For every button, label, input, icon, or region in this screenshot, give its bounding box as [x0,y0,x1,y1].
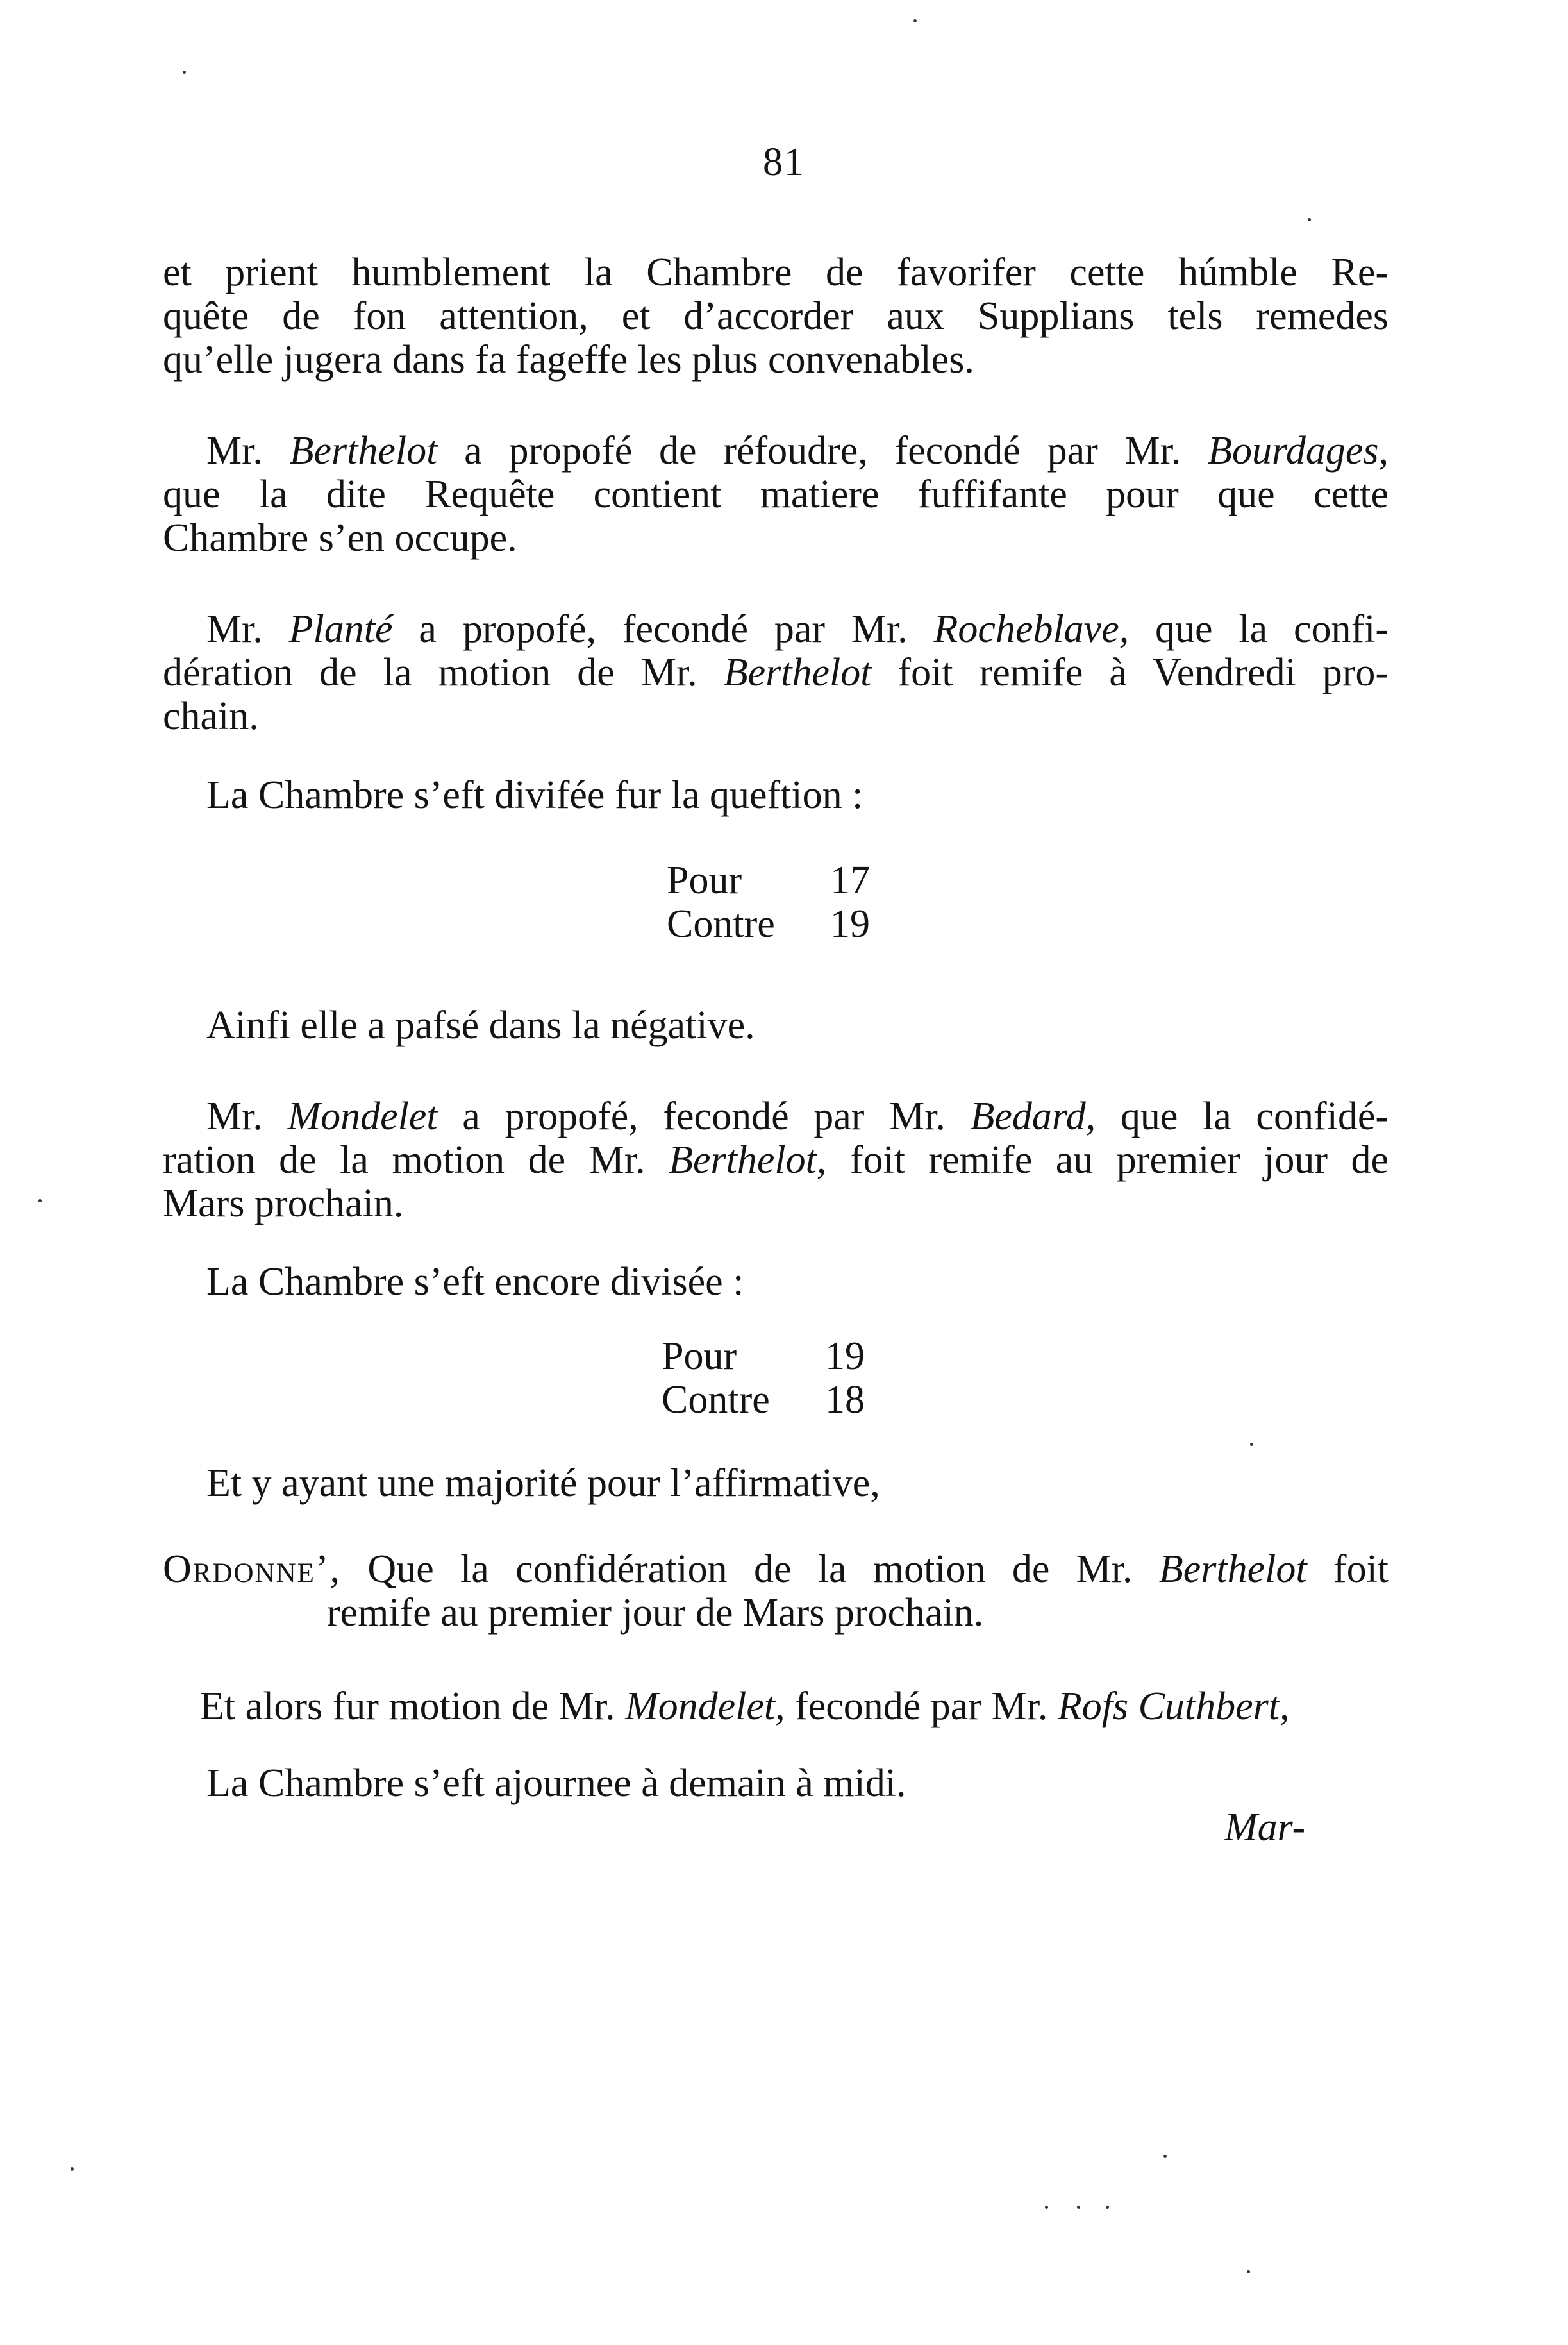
text-line [206,428,1389,473]
scan-speck [1163,2155,1167,2158]
text-line: que la dite Requête contient matiere fuffifante pour que cette [163,473,1389,516]
vote-contre-count: 18 [825,1378,865,1422]
text-fragment: a propofé, fecondé par Mr. [462,1095,946,1138]
text-fragment: Mr. [206,1095,263,1138]
text-line [206,1094,1389,1139]
vote-pour-label: Pour [662,1334,737,1378]
scan-speck [1247,2270,1250,2273]
page-number: 81 [763,140,805,184]
text-line [163,1138,1389,1182]
scan-speck [1308,218,1311,221]
text-line: La Chambre s’eft ajournee à demain à midi. [206,1761,906,1805]
text-fragment: que la confi- [1155,607,1389,651]
text-line: Et y ayant une majorité pour l’affirmative, [206,1461,880,1505]
text-line: Ainfi elle a pafsé dans la négative. [206,1004,755,1047]
text-fragment: dération de la motion de Mr. [163,651,697,694]
vote-pour-label: Pour [667,859,742,902]
person-name: Bourdages, [1208,429,1389,473]
person-name: Berthelot [1158,1547,1307,1591]
scan-speck [38,1199,42,1202]
vote-pour-count: 17 [830,859,870,902]
vote-contre-label: Contre [667,902,775,946]
ordonne-heading: Ordonne’, [163,1547,342,1591]
text-fragment: a propofé, fecondé par Mr. [419,607,908,651]
scan-speck [1106,2206,1109,2209]
text-fragment: Et alors fur motion de Mr. [200,1685,615,1728]
text-line: et prient humblement la Chambre de favorifer cette húmble Re- [163,251,1389,294]
scan-speck [1077,2206,1080,2209]
text-fragment: fecondé par Mr. [795,1685,1048,1728]
catchword: Mar- [1224,1806,1306,1849]
text-fragment: Que la confidération de la motion de Mr. [367,1547,1133,1591]
person-name: Berthelot [723,651,872,694]
text-line: La Chambre s’eft encore divisée : [206,1260,744,1304]
text-line [200,1684,1290,1729]
text-fragment: ration de la motion de Mr. [163,1138,646,1182]
text-line: chain. [163,694,259,738]
text-line: Chambre s’en occupe. [163,516,517,560]
person-name: Rocheblave, [933,607,1130,651]
text-fragment: a propofé de réfoudre, fecondé par Mr. [464,429,1181,473]
person-name: Berthelot, [669,1138,827,1182]
text-line: qu’elle jugera dans fa fageffe les plus convenables. [163,338,974,382]
scan-speck [71,2167,74,2171]
text-fragment: foit remife au premier jour de [849,1138,1389,1182]
person-name: Mondelet [287,1095,438,1138]
text-fragment: que la confidé- [1120,1095,1389,1138]
person-name: Planté [288,607,393,651]
scan-speck [183,71,186,74]
text-fragment: foit [1333,1547,1389,1591]
scan-speck [913,19,917,22]
scan-speck [1250,1443,1253,1446]
person-name: Bedard, [970,1095,1096,1138]
text-line: La Chambre s’eft divifée fur la queftion : [206,773,863,817]
text-fragment: Mr. [206,429,263,473]
text-line: Mars prochain. [163,1182,404,1225]
vote-contre-count: 19 [830,902,870,946]
vote-contre-label: Contre [662,1378,770,1422]
vote-pour-count: 19 [825,1334,865,1378]
text-line [206,607,1389,651]
text-line: quête de fon attention, et d’accorder aux Supplians tels remedes [163,294,1389,338]
text-line: remife au premier jour de Mars prochain. [327,1591,984,1635]
text-line [163,650,1389,695]
text-fragment: foit remife à Vendredi pro- [897,651,1389,694]
text-line [163,1547,1389,1592]
text-fragment: Mr. [206,607,263,651]
person-name: Rofs Cuthbert, [1057,1685,1290,1728]
person-name: Mondelet, [624,1685,785,1728]
scan-speck [1045,2206,1048,2209]
person-name: Berthelot [289,429,438,473]
